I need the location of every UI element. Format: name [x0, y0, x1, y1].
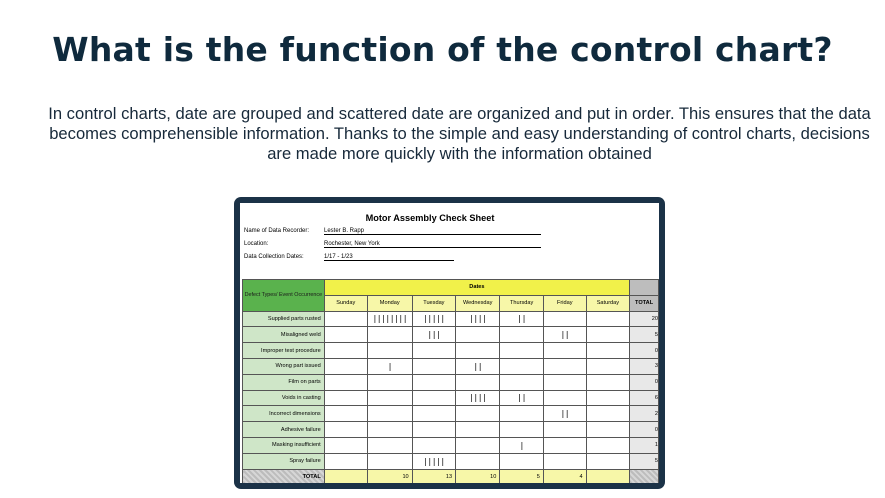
tally-cell: [500, 311, 544, 327]
tally-cell: [543, 358, 586, 374]
tally-cell: [500, 406, 544, 422]
check-sheet-image-frame: [234, 197, 665, 489]
tally-marks: ||||||||: [372, 314, 408, 324]
tally-cell: [500, 374, 544, 390]
day-header: Thursday: [500, 295, 544, 311]
tally-cell: [543, 327, 586, 343]
tally-cell: [586, 343, 629, 359]
tally-cell: [367, 422, 412, 438]
tally-marks: ||: [517, 393, 526, 403]
defect-type-label: Voids in casting: [243, 390, 325, 406]
day-total: [324, 469, 367, 483]
defect-type-label: Adhesive failure: [243, 422, 325, 438]
tally-cell: [324, 358, 367, 374]
tally-cell: [456, 327, 500, 343]
tally-cell: [412, 327, 455, 343]
row-total: 0: [630, 343, 659, 359]
defect-type-label: Film on parts: [243, 374, 325, 390]
tally-marks: ||: [560, 330, 570, 340]
totals-row: [243, 469, 659, 483]
body-paragraph: In control charts, date are grouped and scattered date are organized and put in order. This ensures that the data becomes comprehensible information. Thanks to the simple and easy understanding of control charts, decisions are made more quickly with the information obtained: [48, 104, 871, 163]
tally-cell: [324, 437, 367, 453]
row-total: 1: [630, 437, 659, 453]
day-total: 10: [367, 469, 412, 483]
tally-cell: [456, 422, 500, 438]
tally-cell: [543, 311, 586, 327]
table-row: [243, 374, 659, 390]
defect-type-label: Spray failure: [243, 453, 325, 469]
tally-cell: [456, 374, 500, 390]
tally-cell: [324, 422, 367, 438]
table-row: [243, 453, 659, 469]
table-row: [243, 311, 659, 327]
tally-cell: [586, 453, 629, 469]
tally-cell: [586, 327, 629, 343]
row-total: 0: [630, 422, 659, 438]
table-row: [243, 358, 659, 374]
tally-cell: [456, 343, 500, 359]
tally-cell: [367, 327, 412, 343]
day-total: 10: [456, 469, 500, 483]
tally-marks: |||||: [423, 456, 445, 466]
location-label: Location:: [244, 241, 269, 247]
tally-cell: [586, 406, 629, 422]
row-total: 3: [630, 358, 659, 374]
tally-cell: [367, 343, 412, 359]
dates-label: Data Collection Dates:: [244, 254, 304, 260]
check-sheet: [240, 203, 659, 483]
defect-type-label: Improper test procedure: [243, 343, 325, 359]
defect-type-label: Wrong part issued: [243, 358, 325, 374]
dates-row: [244, 254, 644, 266]
tally-cell: [456, 406, 500, 422]
tally-cell: [543, 343, 586, 359]
tally-cell: [324, 390, 367, 406]
tally-cell: [367, 311, 412, 327]
day-header: Saturday: [586, 295, 629, 311]
tally-marks: ||: [473, 361, 483, 371]
page-title: What is the function of the control chart?: [52, 30, 833, 69]
tally-cell: [324, 406, 367, 422]
tally-cell: [324, 311, 367, 327]
tally-cell: [543, 437, 586, 453]
day-header: Friday: [543, 295, 586, 311]
defect-type-label: Supplied parts rusted: [243, 311, 325, 327]
tally-cell: [543, 390, 586, 406]
tally-marks: |: [519, 440, 524, 450]
tally-cell: [367, 406, 412, 422]
tally-cell: [500, 327, 544, 343]
table-row: [243, 422, 659, 438]
table-row: [243, 406, 659, 422]
tally-cell: [367, 390, 412, 406]
tally-cell: [412, 406, 455, 422]
check-sheet-table: [242, 279, 659, 483]
tally-cell: [367, 437, 412, 453]
tally-cell: [324, 453, 367, 469]
tally-marks: |: [387, 361, 392, 371]
tally-cell: [456, 390, 500, 406]
tally-cell: [367, 453, 412, 469]
day-header: Wednesday: [456, 295, 500, 311]
dates-value: 1/17 - 1/23: [324, 254, 454, 261]
defect-type-header: Defect Types/ Event Occurrence: [243, 280, 325, 312]
row-total: 2: [630, 406, 659, 422]
defect-type-label: Incorrect dimensions: [243, 406, 325, 422]
table-row: [243, 343, 659, 359]
tally-cell: [412, 422, 455, 438]
totals-label: TOTAL: [243, 469, 325, 483]
tally-cell: [500, 437, 544, 453]
dates-header: Dates: [324, 280, 629, 296]
day-header: Sunday: [324, 295, 367, 311]
day-total: 4: [543, 469, 586, 483]
row-total: 5: [630, 453, 659, 469]
tally-cell: [456, 453, 500, 469]
grand-total-cell: [630, 469, 659, 483]
tally-cell: [456, 437, 500, 453]
location-row: [244, 241, 644, 253]
tally-cell: [412, 311, 455, 327]
tally-cell: [586, 358, 629, 374]
tally-cell: [500, 343, 544, 359]
tally-marks: ||: [560, 409, 570, 419]
tally-cell: [456, 358, 500, 374]
tally-marks: ||||: [469, 393, 487, 403]
row-total: 5: [630, 327, 659, 343]
tally-cell: [586, 390, 629, 406]
day-header: Monday: [367, 295, 412, 311]
table-row: [243, 327, 659, 343]
tally-cell: [543, 453, 586, 469]
tally-cell: [543, 422, 586, 438]
tally-cell: [543, 374, 586, 390]
recorder-row: [244, 228, 644, 240]
tally-cell: [500, 358, 544, 374]
tally-marks: ||: [517, 314, 526, 324]
tally-cell: [367, 374, 412, 390]
total-header-top: [630, 280, 659, 296]
day-total: [586, 469, 629, 483]
recorder-value: Lester B. Rapp: [324, 228, 541, 235]
tally-marks: |||||: [423, 314, 445, 324]
row-total: 6: [630, 390, 659, 406]
defect-type-label: Misaligned weld: [243, 327, 325, 343]
tally-marks: |||: [427, 330, 441, 340]
defect-type-label: Masking insufficient: [243, 437, 325, 453]
tally-cell: [367, 358, 412, 374]
row-total: 20: [630, 311, 659, 327]
header-row-dates: [243, 280, 659, 296]
tally-cell: [412, 343, 455, 359]
tally-cell: [412, 437, 455, 453]
total-header: TOTAL: [630, 295, 659, 311]
tally-cell: [412, 390, 455, 406]
day-total: 13: [412, 469, 455, 483]
day-header: Tuesday: [412, 295, 455, 311]
tally-cell: [500, 422, 544, 438]
tally-cell: [543, 406, 586, 422]
tally-cell: [586, 437, 629, 453]
tally-cell: [412, 453, 455, 469]
table-row: [243, 437, 659, 453]
day-total: 5: [500, 469, 544, 483]
tally-cell: [500, 453, 544, 469]
location-value: Rochester, New York: [324, 241, 541, 248]
tally-cell: [586, 422, 629, 438]
tally-cell: [586, 374, 629, 390]
tally-cell: [412, 374, 455, 390]
tally-cell: [456, 311, 500, 327]
row-total: 0: [630, 374, 659, 390]
check-sheet-title: Motor Assembly Check Sheet: [365, 213, 495, 223]
tally-cell: [324, 343, 367, 359]
tally-cell: [324, 327, 367, 343]
tally-cell: [586, 311, 629, 327]
tally-marks: ||||: [469, 314, 487, 324]
recorder-label: Name of Data Recorder:: [244, 228, 310, 234]
table-row: [243, 390, 659, 406]
tally-cell: [412, 358, 455, 374]
tally-cell: [500, 390, 544, 406]
tally-cell: [324, 374, 367, 390]
